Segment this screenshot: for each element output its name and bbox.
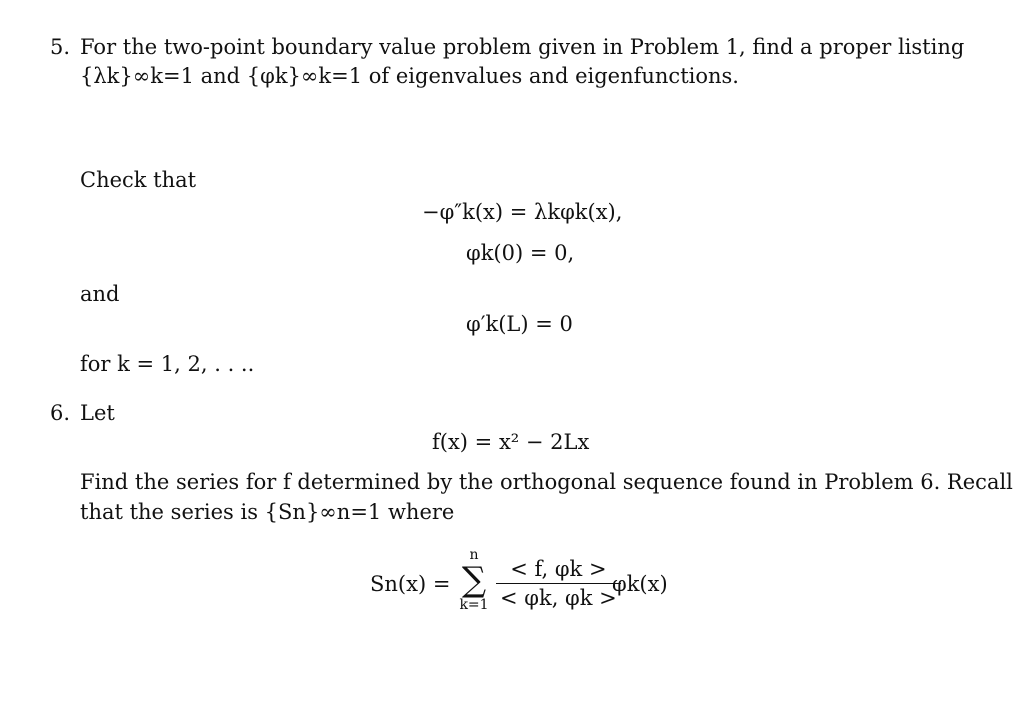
fraction-denominator: < φk, φk > [496, 583, 621, 612]
summation-sign [454, 547, 494, 613]
problem-6-number: 6. [50, 401, 71, 425]
problem-5-text-line-1: For the two-point boundary value problem given in Problem 1, find a proper listing [80, 35, 965, 59]
sum-upper-limit: n [469, 547, 479, 563]
boundary-condition-right: φ′k(L) = 0 [466, 312, 573, 336]
sum-lower-limit: k=1 [459, 597, 489, 613]
problem-5-text-line-2: {λk}∞k=1 and {φk}∞k=1 of eigenvalues and eigenfunctions. [80, 64, 739, 88]
check-that-label: Check that [80, 168, 197, 192]
let-label: Let [80, 401, 115, 425]
problem-6-text-line-1: Find the series for f determined by the orthogonal sequence found in Problem 6. Recall [80, 470, 1013, 494]
for-k-label: for k = 1, 2, . . .. [80, 352, 255, 376]
and-label: and [80, 282, 120, 306]
series-rhs: φk(x) [612, 572, 668, 596]
sigma-symbol: ∑ [461, 560, 487, 600]
series-fraction [496, 555, 621, 612]
problem-5-number: 5. [50, 35, 71, 59]
inner-product-fraction [496, 555, 621, 612]
eigen-equation: −φ″k(x) = λkφk(x), [422, 200, 623, 224]
function-definition: f(x) = x² − 2Lx [432, 430, 590, 454]
series-lhs: Sn(x) = [370, 572, 451, 596]
problem-6-text-line-2: that the series is {Sn}∞n=1 where [80, 500, 455, 524]
boundary-condition-left: φk(0) = 0, [466, 241, 575, 265]
fraction-numerator: < f, φk > [510, 557, 607, 581]
